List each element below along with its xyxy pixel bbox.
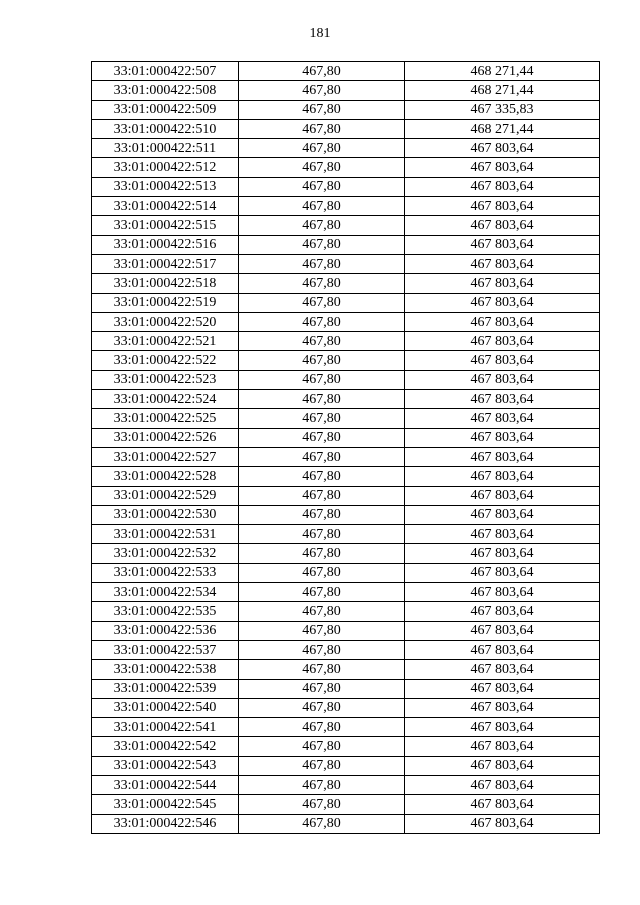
cadastral-number-cell: 33:01:000422:533 bbox=[92, 563, 239, 582]
area-cell: 467,80 bbox=[239, 274, 405, 293]
table-row bbox=[92, 370, 600, 389]
value-cell: 467 803,64 bbox=[405, 814, 600, 833]
area-cell: 467,80 bbox=[239, 795, 405, 814]
cadastral-number-cell: 33:01:000422:532 bbox=[92, 544, 239, 563]
area-cell: 467,80 bbox=[239, 447, 405, 466]
value-cell: 467 803,64 bbox=[405, 525, 600, 544]
area-cell: 467,80 bbox=[239, 775, 405, 794]
area-cell: 467,80 bbox=[239, 602, 405, 621]
area-cell: 467,80 bbox=[239, 81, 405, 100]
cadastral-number-cell: 33:01:000422:529 bbox=[92, 486, 239, 505]
table-row bbox=[92, 351, 600, 370]
cadastral-number-cell: 33:01:000422:543 bbox=[92, 756, 239, 775]
cadastral-number-cell: 33:01:000422:512 bbox=[92, 158, 239, 177]
cadastral-number-cell: 33:01:000422:528 bbox=[92, 467, 239, 486]
area-cell: 467,80 bbox=[239, 640, 405, 659]
table-row bbox=[92, 563, 600, 582]
value-cell: 467 803,64 bbox=[405, 505, 600, 524]
cadastral-number-cell: 33:01:000422:535 bbox=[92, 602, 239, 621]
value-cell: 467 803,64 bbox=[405, 544, 600, 563]
value-cell: 467 803,64 bbox=[405, 583, 600, 602]
cadastral-number-cell: 33:01:000422:520 bbox=[92, 312, 239, 331]
area-cell: 467,80 bbox=[239, 351, 405, 370]
area-cell: 467,80 bbox=[239, 177, 405, 196]
cadastral-number-cell: 33:01:000422:530 bbox=[92, 505, 239, 524]
area-cell: 467,80 bbox=[239, 428, 405, 447]
cadastral-number-cell: 33:01:000422:541 bbox=[92, 718, 239, 737]
value-cell: 468 271,44 bbox=[405, 81, 600, 100]
value-cell: 467 803,64 bbox=[405, 351, 600, 370]
table-row bbox=[92, 293, 600, 312]
value-cell: 467 803,64 bbox=[405, 447, 600, 466]
area-cell: 467,80 bbox=[239, 293, 405, 312]
cadastral-number-cell: 33:01:000422:521 bbox=[92, 332, 239, 351]
area-cell: 467,80 bbox=[239, 235, 405, 254]
area-cell: 467,80 bbox=[239, 332, 405, 351]
area-cell: 467,80 bbox=[239, 525, 405, 544]
table-row bbox=[92, 81, 600, 100]
value-cell: 467 803,64 bbox=[405, 640, 600, 659]
value-cell: 467 803,64 bbox=[405, 428, 600, 447]
value-cell: 467 803,64 bbox=[405, 563, 600, 582]
value-cell: 467 335,83 bbox=[405, 100, 600, 119]
table-row bbox=[92, 505, 600, 524]
value-cell: 467 803,64 bbox=[405, 254, 600, 273]
area-cell: 467,80 bbox=[239, 62, 405, 81]
table-row bbox=[92, 428, 600, 447]
area-cell: 467,80 bbox=[239, 370, 405, 389]
table-row bbox=[92, 775, 600, 794]
table-row bbox=[92, 235, 600, 254]
value-cell: 467 803,64 bbox=[405, 467, 600, 486]
page-number: 181 bbox=[309, 26, 331, 41]
cadastral-number-cell: 33:01:000422:537 bbox=[92, 640, 239, 659]
cadastral-number-cell: 33:01:000422:518 bbox=[92, 274, 239, 293]
area-cell: 467,80 bbox=[239, 737, 405, 756]
table-row bbox=[92, 525, 600, 544]
cadastral-number-cell: 33:01:000422:527 bbox=[92, 447, 239, 466]
value-cell: 467 803,64 bbox=[405, 486, 600, 505]
value-cell: 467 803,64 bbox=[405, 737, 600, 756]
cadastral-number-cell: 33:01:000422:545 bbox=[92, 795, 239, 814]
value-cell: 467 803,64 bbox=[405, 756, 600, 775]
value-cell: 467 803,64 bbox=[405, 370, 600, 389]
value-cell: 467 803,64 bbox=[405, 660, 600, 679]
table-row bbox=[92, 795, 600, 814]
table-body bbox=[92, 62, 600, 834]
area-cell: 467,80 bbox=[239, 756, 405, 775]
value-cell: 468 271,44 bbox=[405, 62, 600, 81]
area-cell: 467,80 bbox=[239, 312, 405, 331]
value-cell: 468 271,44 bbox=[405, 119, 600, 138]
table-row bbox=[92, 390, 600, 409]
table-row bbox=[92, 197, 600, 216]
area-cell: 467,80 bbox=[239, 563, 405, 582]
value-cell: 467 803,64 bbox=[405, 679, 600, 698]
cadastral-number-cell: 33:01:000422:513 bbox=[92, 177, 239, 196]
area-cell: 467,80 bbox=[239, 197, 405, 216]
value-cell: 467 803,64 bbox=[405, 718, 600, 737]
area-cell: 467,80 bbox=[239, 505, 405, 524]
cadastral-number-cell: 33:01:000422:526 bbox=[92, 428, 239, 447]
cadastral-number-cell: 33:01:000422:511 bbox=[92, 139, 239, 158]
cadastral-number-cell: 33:01:000422:540 bbox=[92, 698, 239, 717]
value-cell: 467 803,64 bbox=[405, 177, 600, 196]
area-cell: 467,80 bbox=[239, 390, 405, 409]
table-row bbox=[92, 274, 600, 293]
cadastral-number-cell: 33:01:000422:536 bbox=[92, 621, 239, 640]
table-row bbox=[92, 640, 600, 659]
table-row bbox=[92, 139, 600, 158]
area-cell: 467,80 bbox=[239, 139, 405, 158]
area-cell: 467,80 bbox=[239, 544, 405, 563]
cadastral-number-cell: 33:01:000422:544 bbox=[92, 775, 239, 794]
cadastral-number-cell: 33:01:000422:546 bbox=[92, 814, 239, 833]
table-row bbox=[92, 486, 600, 505]
table-row bbox=[92, 158, 600, 177]
area-cell: 467,80 bbox=[239, 409, 405, 428]
table-row bbox=[92, 254, 600, 273]
cadastral-number-cell: 33:01:000422:531 bbox=[92, 525, 239, 544]
table-row bbox=[92, 602, 600, 621]
area-cell: 467,80 bbox=[239, 486, 405, 505]
cadastral-number-cell: 33:01:000422:510 bbox=[92, 119, 239, 138]
value-cell: 467 803,64 bbox=[405, 698, 600, 717]
data-table bbox=[91, 61, 600, 834]
cadastral-number-cell: 33:01:000422:534 bbox=[92, 583, 239, 602]
table-row bbox=[92, 100, 600, 119]
cadastral-number-cell: 33:01:000422:515 bbox=[92, 216, 239, 235]
area-cell: 467,80 bbox=[239, 119, 405, 138]
area-cell: 467,80 bbox=[239, 814, 405, 833]
value-cell: 467 803,64 bbox=[405, 602, 600, 621]
cadastral-number-cell: 33:01:000422:519 bbox=[92, 293, 239, 312]
table-row bbox=[92, 698, 600, 717]
table-row bbox=[92, 216, 600, 235]
cadastral-number-cell: 33:01:000422:516 bbox=[92, 235, 239, 254]
table-row bbox=[92, 814, 600, 833]
value-cell: 467 803,64 bbox=[405, 409, 600, 428]
area-cell: 467,80 bbox=[239, 583, 405, 602]
value-cell: 467 803,64 bbox=[405, 216, 600, 235]
table-row bbox=[92, 756, 600, 775]
area-cell: 467,80 bbox=[239, 216, 405, 235]
table-row bbox=[92, 621, 600, 640]
table-row bbox=[92, 544, 600, 563]
value-cell: 467 803,64 bbox=[405, 795, 600, 814]
area-cell: 467,80 bbox=[239, 158, 405, 177]
table-row bbox=[92, 660, 600, 679]
value-cell: 467 803,64 bbox=[405, 293, 600, 312]
table-row bbox=[92, 332, 600, 351]
table-row bbox=[92, 62, 600, 81]
value-cell: 467 803,64 bbox=[405, 775, 600, 794]
area-cell: 467,80 bbox=[239, 100, 405, 119]
area-cell: 467,80 bbox=[239, 467, 405, 486]
cadastral-number-cell: 33:01:000422:522 bbox=[92, 351, 239, 370]
table-row bbox=[92, 467, 600, 486]
table-row bbox=[92, 447, 600, 466]
cadastral-number-cell: 33:01:000422:509 bbox=[92, 100, 239, 119]
cadastral-number-cell: 33:01:000422:539 bbox=[92, 679, 239, 698]
area-cell: 467,80 bbox=[239, 621, 405, 640]
value-cell: 467 803,64 bbox=[405, 235, 600, 254]
table-row bbox=[92, 679, 600, 698]
value-cell: 467 803,64 bbox=[405, 390, 600, 409]
table-row bbox=[92, 177, 600, 196]
area-cell: 467,80 bbox=[239, 254, 405, 273]
cadastral-number-cell: 33:01:000422:517 bbox=[92, 254, 239, 273]
cadastral-number-cell: 33:01:000422:523 bbox=[92, 370, 239, 389]
cadastral-number-cell: 33:01:000422:514 bbox=[92, 197, 239, 216]
cadastral-number-cell: 33:01:000422:507 bbox=[92, 62, 239, 81]
value-cell: 467 803,64 bbox=[405, 621, 600, 640]
value-cell: 467 803,64 bbox=[405, 312, 600, 331]
table-row bbox=[92, 583, 600, 602]
table-row bbox=[92, 737, 600, 756]
table-row bbox=[92, 409, 600, 428]
value-cell: 467 803,64 bbox=[405, 139, 600, 158]
cadastral-number-cell: 33:01:000422:538 bbox=[92, 660, 239, 679]
table-row bbox=[92, 312, 600, 331]
cadastral-number-cell: 33:01:000422:524 bbox=[92, 390, 239, 409]
value-cell: 467 803,64 bbox=[405, 332, 600, 351]
cadastral-number-cell: 33:01:000422:525 bbox=[92, 409, 239, 428]
table-row bbox=[92, 119, 600, 138]
value-cell: 467 803,64 bbox=[405, 274, 600, 293]
cadastral-number-cell: 33:01:000422:542 bbox=[92, 737, 239, 756]
area-cell: 467,80 bbox=[239, 718, 405, 737]
value-cell: 467 803,64 bbox=[405, 197, 600, 216]
cadastral-number-cell: 33:01:000422:508 bbox=[92, 81, 239, 100]
value-cell: 467 803,64 bbox=[405, 158, 600, 177]
area-cell: 467,80 bbox=[239, 679, 405, 698]
area-cell: 467,80 bbox=[239, 698, 405, 717]
area-cell: 467,80 bbox=[239, 660, 405, 679]
table-row bbox=[92, 718, 600, 737]
